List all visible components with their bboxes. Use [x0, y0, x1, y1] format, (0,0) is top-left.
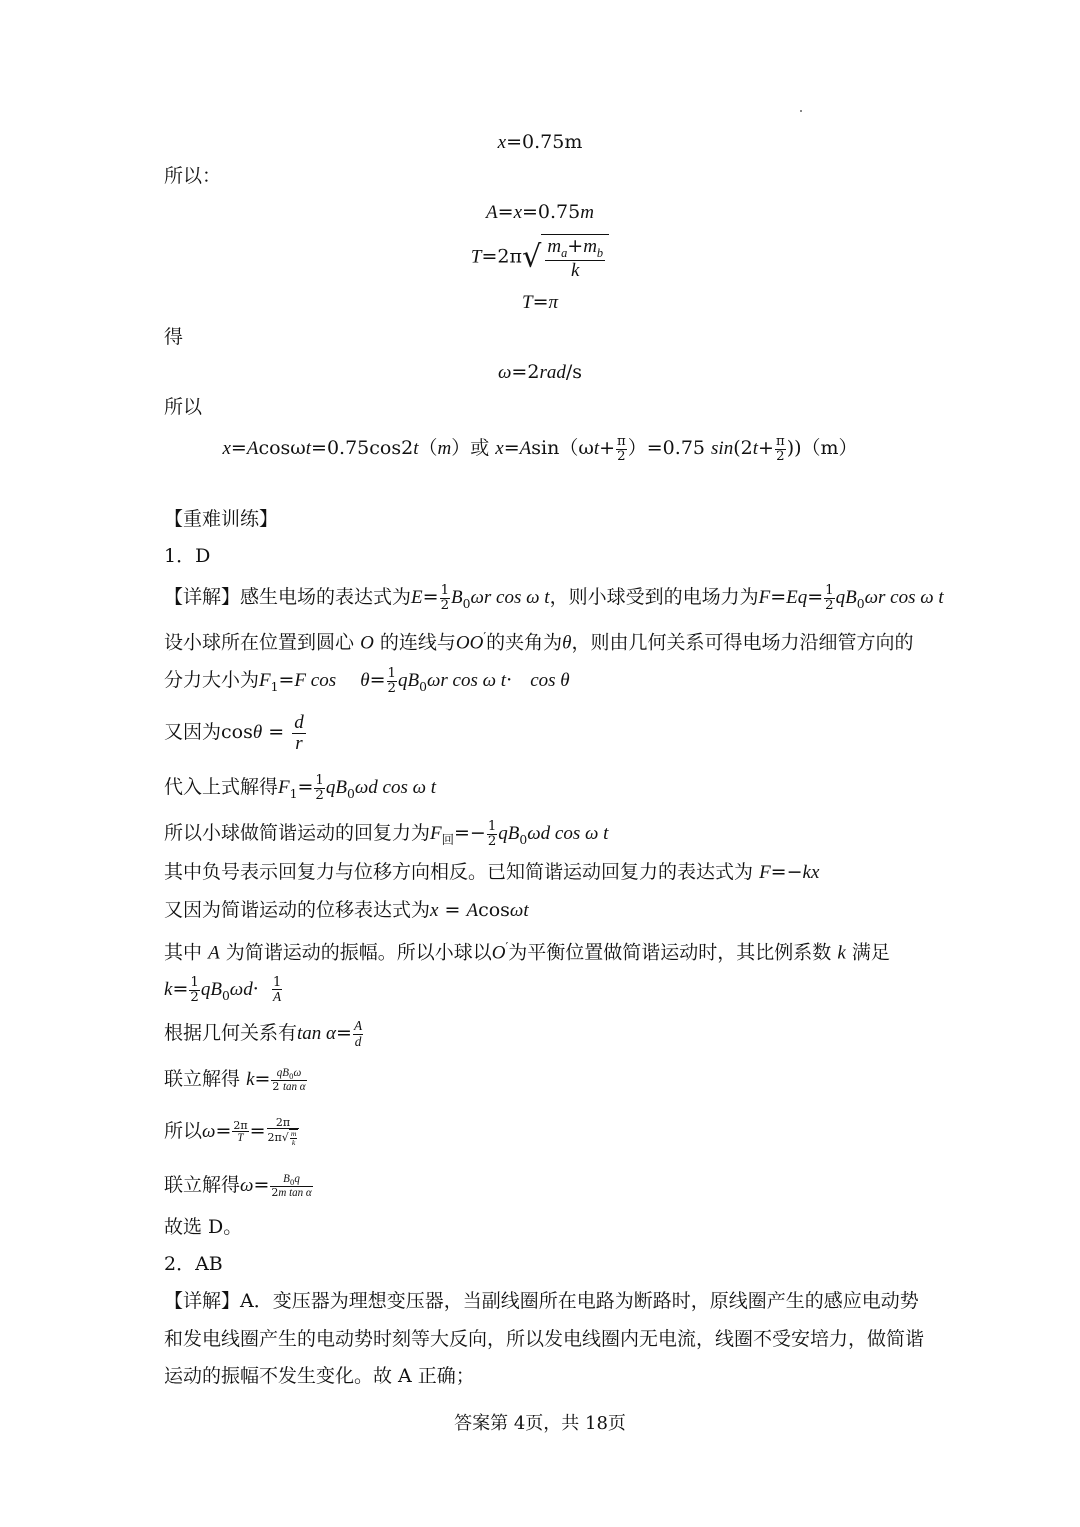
equation-omega: ω=2rad/s: [498, 361, 582, 383]
q1-line-9: 其中 A 为简谐运动的振幅。所以小球以O′为平衡位置做简谐运动时，其比例系数 k 满足: [164, 940, 890, 964]
text-suoyi-colon: 所以：: [164, 165, 222, 187]
q2-line-2: 和发电线圈产生的电动势时刻等大反向，所以发电线圈内无电流，线圈不受安培力，做简谐: [164, 1328, 925, 1350]
q1-line-2: 设小球所在位置到圆心 O 的连线与OO′的夹角为θ，则由几何关系可得电场力沿细管方向的: [164, 630, 914, 654]
q1-line-3: 分力大小为$F_1=F$ cos θ= $\frac{1}{2}$ $qB_0\omega r$ cos ω t· cos θ: [164, 666, 570, 696]
q1-line-12: 联立解得 k= $\frac{qB_0\omega}{\text{2 tan α}}$: [164, 1066, 306, 1094]
question-1-answer: 1．D: [164, 545, 211, 567]
q1-line-4: 又因为cosθ = $\frac{d}{r}$: [164, 711, 304, 754]
q1-line-13: 所以ω= $\frac{2\pi}{T}$ = 2π 2π√ $\frac{m}{k}$: [164, 1106, 300, 1156]
q2-line-1: 【详解】A．变压器为理想变压器，当副线圈所在电路为断路时，原线圈产生的感应电动势: [164, 1290, 919, 1312]
q1-line-14: 联立解得ω= $\frac{B_0q}{\text{2m tan α}}$: [164, 1172, 312, 1200]
q2-line-3: 运动的振幅不发生变化。故 A 正确；: [164, 1365, 475, 1387]
text-de: 得: [164, 326, 184, 348]
section-title: 【重难训练】: [164, 508, 279, 530]
page-footer: 答案第 4页，共 18页: [454, 1413, 626, 1434]
q1-line-1: 【详解】感生电场的表达式为E= $\frac{1}{2}$ $B_0\omega r$ cos ω t，则小球受到的电场力为F=Eq= $\frac{1}{2}$ $qB_0\omega r$ cos ω t: [164, 583, 944, 613]
equation-displacement: x=Acosωt=0.75cos2t（m）或 x=Asin（ωt+ $\frac{\pi}{2}$ ）=0.75 sin(2t+ $\frac{\pi}{2}$ ))（m）: [222, 434, 858, 464]
q1-line-10: k= $\frac{1}{2}$ $qB_0\omega d\cdot$ $\frac{1}{A}$: [164, 974, 282, 1005]
equation-amplitude: A=x=0.75m: [486, 201, 594, 223]
equation-period-formula: T=2π√ $\frac{m_a+m_b}{k}$: [0, 234, 1080, 278]
text-suoyi: 所以: [164, 396, 203, 418]
q1-conclusion: 故选 D。: [164, 1216, 243, 1238]
q1-line-8: 又因为简谐运动的位移表达式为x = Acosωt: [164, 899, 529, 921]
scan-speck: [800, 110, 802, 112]
q1-line-6: 所以小球做简谐运动的回复力为$F_回=-$ $\frac{1}{2}$ $qB_0\omega d$ cos ω t: [164, 819, 609, 849]
equation-period-value: T=π: [521, 291, 559, 313]
q1-line-11: 根据几何关系有tan α= $\frac{A}{d}$: [164, 1018, 363, 1049]
equation-x-value: x=0.75m: [497, 131, 583, 153]
q1-line-5: 代入上式解得$F_1=$ $\frac{1}{2}$ $qB_0\omega d$ cos ω t: [164, 773, 437, 803]
question-2-answer: 2．AB: [164, 1253, 223, 1275]
q1-line-7: 其中负号表示回复力与位移方向相反。已知简谐运动回复力的表达式为 F=−kx: [164, 861, 820, 883]
